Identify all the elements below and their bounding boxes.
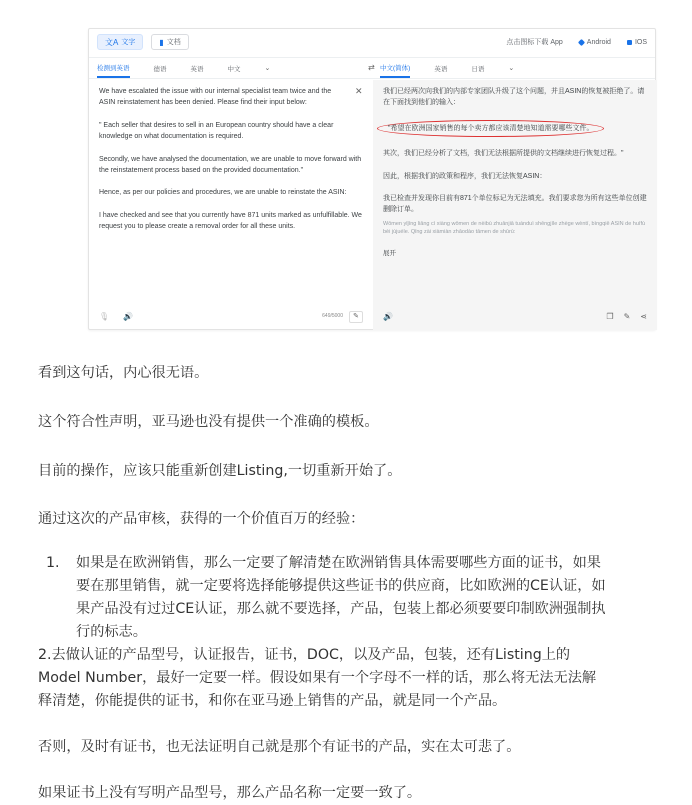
- paragraph: 看到这句话，内心很无语。: [38, 365, 209, 381]
- expand-link[interactable]: 展开: [383, 249, 396, 257]
- text-mode-button[interactable]: 文A 文字: [97, 34, 143, 50]
- tab-english-target[interactable]: 英语: [434, 65, 448, 73]
- source-paragraph: Hence, as per our policies and procedures, we are unable to reinstate the ASIN:: [99, 189, 347, 197]
- source-footer: [99, 310, 363, 324]
- highlighted-sentence: [383, 120, 647, 137]
- list-item: [38, 552, 668, 644]
- target-language-tabs: [372, 58, 655, 78]
- char-counter: 649/5000: [322, 313, 343, 320]
- red-circle-annotation: "希望在欧洲国家销售的每个卖方都应该清楚地知道需要哪些文件。: [377, 120, 604, 137]
- speaker-icon[interactable]: 🔊: [383, 312, 393, 322]
- paragraph: 这个符合性声明，亚马逊也没有提供一个准确的模板。: [38, 414, 379, 430]
- share-icon[interactable]: ⋖: [640, 312, 647, 322]
- list-item-text: 如果是在欧洲销售，那么一定要了解清楚在欧洲销售具体需要哪些方面的证书，如果 要在那里销售，就一定要将选择能够提供这些证书的供应商，比如欧洲的CE认证，如 果产品没有过过CE认证，那么就不要选择，产品，包装上都必须要要印制欧洲强制执 行的标志。: [76, 555, 606, 640]
- target-paragraph: 我已检查并发现你目前有871个单位标记为无法填充。我们要求您为所有这些单位创建删除订单。: [383, 195, 647, 214]
- swap-languages-icon[interactable]: ⇄: [368, 63, 375, 72]
- paragraph: 否则，及时有证书，也无法证明自己就是那个有证书的产品，实在太可悲了。: [38, 739, 521, 755]
- microphone-icon[interactable]: 🎙: [99, 312, 110, 322]
- language-bar: [89, 57, 655, 79]
- source-paragraph: We have escalated the issue with our internal specialist team twice and the ASIN reinstatement has been denied. Please find their input below:: [99, 88, 332, 107]
- apple-icon: [627, 40, 632, 45]
- target-paragraph: 我们已经两次向我们的内部专家团队升级了这个问题，并且ASIN的恢复被拒绝了。请在下面找到他们的输入：: [383, 88, 645, 107]
- translation-pane: [373, 80, 657, 330]
- source-text-pane[interactable]: [89, 80, 373, 330]
- document-mode-button[interactable]: ▮ 文档: [151, 34, 188, 50]
- source-paragraph: " Each seller that desires to sell in an European country should have a clear knowledge on what documentation is required.: [99, 121, 334, 141]
- translation-footer: [383, 310, 647, 324]
- android-icon: [578, 38, 585, 45]
- translate-topbar: [89, 29, 655, 55]
- chevron-down-icon[interactable]: ⌄: [264, 65, 271, 72]
- android-link[interactable]: Android: [579, 39, 611, 46]
- tab-detect-language[interactable]: 检测到英语: [97, 58, 130, 78]
- document-icon: ▮: [159, 37, 164, 47]
- speaker-icon[interactable]: 🔊: [123, 312, 134, 322]
- source-language-tabs: [89, 58, 372, 78]
- edit-icon[interactable]: ✎: [623, 312, 631, 322]
- numbered-paragraph: 2.去做认证的产品型号，认证报告，证书，DOC，以及产品，包装，还有Listing上的 Model Number，最好一定要一样。假设如果有一个字母不一样的话，那么将无法无法解 释清楚，你能提供的证书，和你在亚马逊上销售的产品，就是同一个产品。: [38, 647, 597, 709]
- tab-english[interactable]: 英语: [190, 65, 204, 73]
- edit-icon[interactable]: ✎: [349, 311, 363, 323]
- tab-chinese-simplified[interactable]: 中文(简体): [380, 58, 410, 78]
- paragraph: 通过这次的产品审核，获得的一个价值百万的经验：: [38, 511, 365, 527]
- source-paragraph: Secondly, we have analysed the documentation, we are unable to move forward with the reinstatement process based on the provided documentation.": [99, 155, 362, 175]
- clear-text-icon[interactable]: ✕: [355, 86, 363, 96]
- tab-japanese[interactable]: 日语: [471, 65, 485, 73]
- translate-icon: 文A: [105, 37, 119, 47]
- target-paragraph: 其次，我们已经分析了文档，我们无法根据所提供的文档继续进行恢复过程。": [383, 150, 624, 158]
- chevron-down-icon[interactable]: ⌄: [508, 65, 515, 72]
- ios-link[interactable]: IOS: [627, 39, 647, 46]
- tab-chinese[interactable]: 中文: [227, 65, 241, 73]
- paragraph: 目前的操作，应该只能重新创建Listing,一切重新开始了。: [38, 463, 402, 479]
- source-paragraph: I have checked and see that you currently have 871 units marked as unfulfillable. We request you to please create a removal order for all these units.: [99, 211, 362, 231]
- paragraph: 如果证书上没有写明产品型号，那么产品名称一定要一致了。: [38, 785, 422, 801]
- list-number: 1.: [46, 555, 60, 571]
- tab-german[interactable]: 德语: [153, 65, 167, 73]
- app-download-link[interactable]: 点击图标下载 App: [506, 39, 563, 46]
- transliteration: Wǒmen yǐjīng liǎng cì xiàng wǒmen de nèibù zhuānjiā tuánduì shēngjíle zhège wèntí, bìngqiě ASIN de huīfù bèi jùjuéle. Qǐng zài xiàmiàn zhǎodào tāmen de shūrù:: [383, 220, 646, 235]
- copy-icon[interactable]: ❐: [606, 312, 614, 322]
- target-paragraph: 因此，根据我们的政策和程序，我们无法恢复ASIN：: [383, 172, 547, 180]
- translate-screenshot: [88, 28, 656, 330]
